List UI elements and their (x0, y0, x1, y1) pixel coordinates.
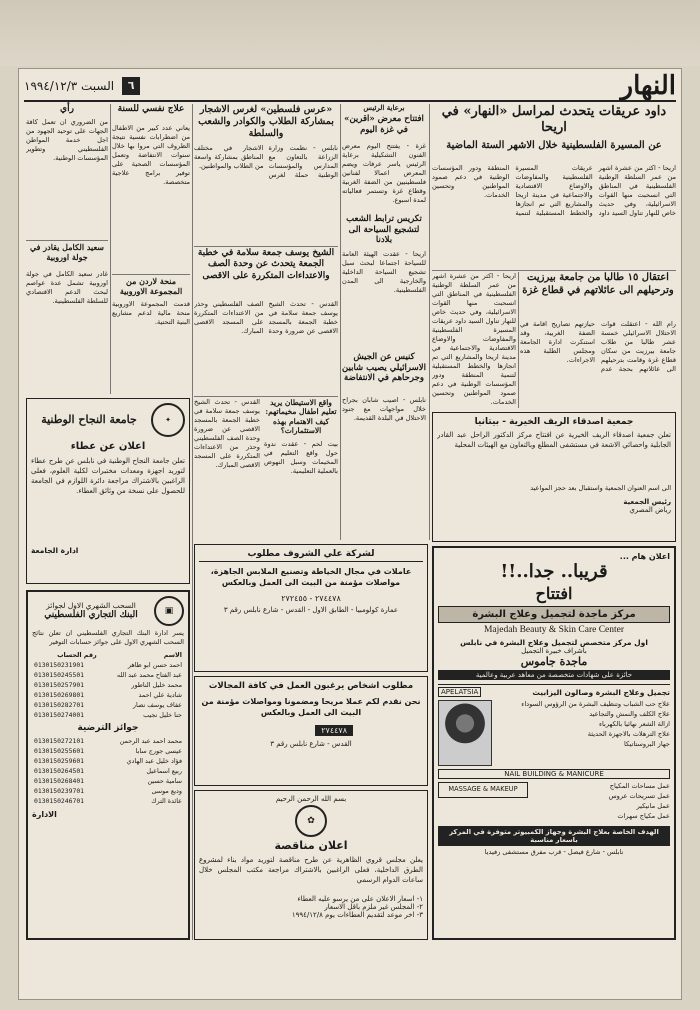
beauty-owner: ماجدة جاموس (520, 654, 588, 668)
draw-header: السحب الشهري الاول لجوائز (46, 600, 136, 610)
winner-account: 0130150274001 (34, 711, 85, 719)
jobs-body: نحن نقدم لكم عملا مريحا ومضمونا ومواصلات مؤمنة من البيت الى العمل وبالعكس (201, 697, 421, 717)
column-rule (340, 104, 341, 540)
page-header (24, 72, 676, 102)
sheikh-continued: القدس - تحدث الشيخ يوسف جمعة سلامة في خطبة الجمعة بالمسجد الاقصى عن ضرورة وحدة الصف الفلسطيني وحذر من الاعتداءات المتكررة على المسجد الاقصى المبارك. (194, 398, 260, 469)
winner-name: سامية حسين (147, 777, 182, 785)
winner-name: ربيع اسماعيل (146, 767, 182, 775)
charity-chair-label: رئيس الجمعية (623, 498, 671, 506)
rabie-headline: افتتاح معرض «اقرين» في غزة اليوم (344, 114, 424, 135)
university-ad (26, 398, 190, 584)
service-item: علاج حب الشباب وتنظيف البشرة من الرؤوس السوداء (521, 700, 670, 709)
winners-table-b (32, 736, 184, 806)
ministry-headline: كنيس عن الجيش الاسرائيلي يصيب شابين وجرحاهم في الانتفاضة (342, 352, 426, 384)
winner-name: عفاف يوسف نصار (132, 701, 182, 709)
tender-title: اعلان مناقصة (274, 839, 348, 852)
grant-headline: منحة لاردن من المجموعة الاوروبية (119, 276, 183, 296)
row-rule (432, 270, 676, 271)
draw-footer: الادارة (32, 810, 57, 819)
trees-headline: «عرس فلسطين» لغرس الاشجار بمشاركة الطلاب والكوادر والشعب والسلطة (198, 104, 334, 139)
winner-account: 0130150246701 (34, 797, 85, 805)
service-item: علاج الكلف والنمش والتجاعيد (589, 710, 670, 719)
winner-account: 0130150255601 (34, 747, 85, 755)
charity-chair-name: رياض المصري (629, 506, 671, 514)
table-row (32, 670, 184, 680)
europe-headline: سعيد الكامل يقادر في جولة اوروبية (29, 242, 105, 262)
charity-title: جمعية اصدقاء الريف الخيرية - بيتانيا (474, 417, 634, 427)
jobs-address: القدس - شارع نابلس رقم ٣ (270, 740, 352, 748)
winner-name: عبد الفتاح محمد عبد الله (116, 671, 182, 679)
winner-account: 0130150272101 (34, 737, 85, 745)
beauty-brand: APELATSIA (438, 687, 481, 697)
winner-name: وديع موسى (151, 787, 182, 795)
table-row (32, 766, 184, 776)
jobs-ad (194, 676, 428, 786)
trees-body: نابلس - نظمت وزارة الزراعة بالتعاون مع المدارس والمؤسسات الوطنية حملة لغرس الاشجار في مختلف المناطق بمشاركة واسعة من الطلاب والمواطنين. (194, 144, 338, 179)
tender-ad (194, 790, 428, 940)
masthead-logo: النهار (620, 71, 676, 101)
psych-body: يعاني عدد كبير من الاطفال من اضطرابات نفسية نتيجة الظروف التي مروا بها خلال سنوات الانتفاضة وتعمل المؤسسات الصحية على توفير برامج علاجية متخصصة. (112, 124, 190, 186)
table-row (32, 756, 184, 766)
table-row (32, 690, 184, 700)
bank-logo: ▣ (154, 596, 184, 626)
tender-body: يعلن مجلس قروي الظاهرية عن طرح مناقصة لتوريد مواد بناء لمشروع الطرق الداخلية، فعلى الراغبين بالاشتراك مراجعة مكتب المجلس خلال ساعات الدوام الرسمي (199, 856, 423, 884)
grant-body: قدمت المجموعة الاوروبية منحة مالية لدعم مشاريع البنية التحتية. (112, 300, 190, 326)
date-box (24, 77, 140, 95)
shuruq-phone: ٢٧٤٤٧٨ - ٢٧٢٤٥٥ (281, 594, 341, 603)
hebron-story-body: رام الله - اعتقلت قوات الاحتلال الاسرائيلي خمسة عشر طالبا من طلاب جامعة بيرزيت من سكان قطاع غزة وقامت بترحيلهم الى عائلاتهم بحجة عدم حيازتهم تصاريح اقامة في الضفة الغربية، وقد استنكرت ادارة الجامعة ومجلس الطلبة هذه الاجراءات. (520, 320, 676, 373)
tourism-headline: تكريس ترابط الشعب لتشجيع السياحة الى بلادنا (346, 214, 422, 246)
scan-margin (0, 0, 700, 66)
service-item: جهاز البروستاتيكا (623, 740, 670, 749)
europe-body: غادر سعيد الكامل في جولة اوروبية تشمل عدة عواصم لبحث الدعم الاقتصادي للسلطة الفلسطينية. (26, 270, 108, 305)
charity-ad (432, 412, 676, 542)
row-rule (112, 274, 190, 275)
university-logo: ✦ (151, 403, 185, 437)
winners-table-a (32, 650, 184, 720)
main-headline: داود عريقات يتحدث لمراسل «النهار» في اريحا (441, 104, 667, 136)
tourism-body: اريحا - عقدت الهيئة العامة للسياحة اجتماعا لبحث سبل تشجيع السياحة الداخلية والخارجية الى المدن الفلسطينية. (342, 250, 426, 294)
winner-name: عيسى جورج سابا (135, 747, 182, 755)
extra-service: عمل مساحات المكياج (609, 782, 670, 791)
bank-name: البنك التجاري الفلسطيني (44, 609, 138, 620)
winner-account: 0130150239701 (34, 787, 85, 795)
table-row (32, 710, 184, 720)
nail-title: NAIL BUILDING & MANICURE (438, 769, 670, 779)
table-row (32, 776, 184, 786)
shuruq-body: عاملات في مجال الخياطة وتصنيع الملابس الجاهزة، مواصلات مؤمنة من البيت الى العمل وبالعكس (210, 567, 412, 587)
camps-body: بيت لحم - عقدت ندوة حول واقع التعليم في المخيمات وسبل النهوض بالعملية التعليمية. (264, 440, 338, 475)
column-rule (110, 104, 111, 394)
row-rule (194, 246, 338, 247)
tender-term-2: ٢- المجلس غير ملزم باقل الاسعار (324, 903, 423, 911)
winner-account: 0130150231901 (34, 661, 85, 669)
table-row (32, 796, 184, 806)
beauty-name-ar: مركز ماجدة لتجميل وعلاج البشرة (438, 606, 670, 623)
beauty-line1: اول مركز متخصص لتجميل وعلاج البشرة في نابلس (460, 637, 648, 647)
winner-account: 0130150259601 (34, 757, 85, 765)
page-number: ٦ (122, 77, 140, 95)
table-row (32, 786, 184, 796)
winner-account: 0130150264501 (34, 767, 85, 775)
column-rule (429, 104, 430, 540)
winner-name: حنا خليل نجيب (143, 711, 182, 719)
table-row (32, 680, 184, 690)
beauty-service-header: تجميل وعلاج البشرة وصالون اليزابيث (532, 687, 670, 697)
opinion-body: من الضروري ان تعمل كافة الجهات على توحيد الجهود من اجل خدمة المواطن الفلسطيني وتطوير المؤسسات الوطنية. (26, 118, 108, 162)
main-story-continued: اريحا - اكثر من عشرة اشهر من عمر السلطة الوطنية الفلسطينية في المناطق التي انسحبت منها القوات الاسرائيلية، وفي حديث خاص للنهار تناول السيد داود عريقات المسيرة الفلسطينية والمفاوضات والاوضاع الاقتصادية والاجتماعية في مدينة اريحا والمشاريع التي تم انجازها والخطط المستقبلية لتنمية المنطقة ودور المؤسسات الوطنية في دعم صمود المواطنين وتحسين الخدمات. (432, 272, 516, 406)
beauty-address: نابلس - شارع فيصل - قرب مفرق مستشفى رفيديا (484, 848, 624, 857)
shuruq-job-ad (194, 544, 428, 672)
winner-account: 0130150257901 (34, 681, 85, 689)
beauty-line2: باشراف خبيرة التجميل (521, 646, 587, 655)
psych-headline: علاج نفسي للسنة (117, 104, 185, 114)
model-photo (438, 700, 492, 766)
tender-term-3: ٣- اخر موعد لتقديم العطاءات يوم ١٩٩٤/١٢/٨ (291, 911, 423, 919)
winner-name: عائدة الترك (151, 797, 182, 805)
tender-kicker: بسم الله الرحمن الرحيم (275, 795, 347, 803)
massage-title: MASSAGE & MAKEUP (438, 782, 528, 798)
table-row (32, 736, 184, 746)
draw-intro: يسر ادارة البنك التجاري الفلسطيني ان تعلن نتائج السحب الشهري الاول على جوائز حسابات التوفير (32, 629, 184, 646)
hebron-headline: اعتقال ١٥ طالبا من جامعة بيرزيت وترحيلهم الى عائلاتهم في قطاع غزة (522, 272, 674, 296)
rabie-body: غزة - يفتتح اليوم معرض الفنون التشكيلية برعاية الرئيس ياسر عرفات ويضم المعرض اعمالا لفنانين فلسطينيين من الضفة الغربية وقطاع غزة وتستمر فعالياته لمدة اسبوع. (342, 142, 426, 204)
tender-term-1: ١- اسعار الاعلان على من يرسو عليه العطاء (297, 895, 423, 903)
bank-draw-ad (26, 590, 190, 940)
col-name-header: الاسم (163, 651, 182, 659)
beauty-soon: قريبا.. جدا..!! (500, 561, 608, 582)
camps-headline: واقع الاستيطان يريد تعليم اطفال مخيماتهم: كيف الاهتمام بهذه الاستثمارات؟ (265, 398, 337, 436)
winner-name: محمد خليل الناطور (131, 681, 182, 689)
university-sign: ادارة الجامعة (31, 546, 79, 555)
rabie-kicker: برعاية الرئيس (363, 103, 405, 112)
shuruq-address: عمارة كولومبيا - الطابق الاول - القدس - شارع نابلس رقم ٣ (223, 606, 399, 614)
column-rule (192, 104, 193, 940)
opinion-headline: رأي (60, 104, 74, 114)
charity-note: الى اسم العنوان الجمعية واستقبال بعد حجز المواعيد (530, 484, 671, 492)
university-name: جامعة النجاح الوطنية (41, 413, 137, 427)
main-story-body: اريحا - اكثر من عشرة اشهر من عمر السلطة الوطنية الفلسطينية في المناطق التي انسحبت منها القوات الاسرائيلية، وفي حديث خاص للنهار تناول السيد داود عريقات المسيرة الفلسطينية والمفاوضات والاوضاع الاقتصادية والاجتماعية في مدينة اريحا والمشاريع التي تم انجازها والخطط المستقبلية لتنمية المنطقة ودور المؤسسات الوطنية في دعم صمود المواطنين وتحسين الخدمات. (432, 164, 676, 217)
extra-service: عمل مكياج سهرات (617, 812, 670, 821)
sheikh-headline: الشيخ يوسف جمعة سلامة في خطبة الجمعة يتحدث عن وحدة الصف والاعتداءات المتكررة على الاقصى (197, 248, 335, 281)
ministry-body: نابلس - اصيب شابان بجراح خلال مواجهات مع جنود الاحتلال في البلدة القديمة. (342, 396, 426, 422)
col-account-header: رقم الحساب (57, 651, 97, 659)
university-ad-body: تعلن جامعة النجاح الوطنية في نابلس عن طرح عطاء لتوريد اجهزة ومعدات مختبرات لكلية العلوم، فعلى الراغبين بالاشتراك مراجعة دائرة اللوازم في الجامعة للحصول على نسخة من وثائق العطاء. (31, 457, 185, 495)
council-logo: ✿ (295, 805, 327, 837)
main-subheadline: عن المسيرة الفلسطينية خلال الاشهر الستة الماضية (446, 140, 662, 151)
row-rule (194, 396, 338, 397)
issue-date: السبت ١٩٩٤/١٢/٣ (24, 79, 115, 93)
extra-service: عمل تسريحات عروس (608, 792, 670, 801)
beauty-opening: افتتاح (535, 583, 573, 603)
beauty-teaser: اعلان هام ... (619, 552, 670, 561)
beauty-name-en: Majedah Beauty & Skin Care Center (483, 624, 625, 635)
winner-account: 0130150269801 (34, 691, 85, 699)
winner-name: شادية علي احمد (138, 691, 182, 699)
beauty-center-ad (432, 546, 676, 940)
charity-body: تعلن جمعية اصدقاء الريف الخيرية عن افتتاح مركز الدكتور الراحل عبد القادر الجابلية واحصائي الاشعة في مستشفى المطلع وبالتعاون مع الهيئات المحلية (437, 431, 671, 449)
sheikh-body: القدس - تحدث الشيخ يوسف جمعة سلامة في خطبة الجمعة بالمسجد الاقصى عن ضرورة وحدة الصف الفلسطيني وحذر من الاعتداءات المتكررة على المسجد الاقصى المبارك. (194, 300, 338, 335)
row-rule (26, 240, 108, 241)
extra-service: عمل مانيكير (636, 802, 670, 811)
service-item: علاج الترهلات بالاجهزة الحديثة (587, 730, 670, 739)
service-item: ازالة الشعر نهائيا بالكهرباء (598, 720, 670, 729)
table-row (32, 700, 184, 710)
jobs-phone: ٢٧٤٤٧٨ (315, 725, 353, 736)
winner-account: 0130150268401 (34, 777, 85, 785)
table-row (32, 660, 184, 670)
consolation-header: جوائز الترضية (77, 723, 139, 733)
table-row (32, 746, 184, 756)
beauty-line3: حائزة على شهادات متخصصة من معاهد عربية وعالمية (438, 670, 670, 680)
jobs-title: مطلوب اشخاص يرغبون العمل في كافة المجالات (208, 681, 414, 691)
column-rule (518, 272, 519, 408)
winner-account: 0130150245501 (34, 671, 85, 679)
winner-name: محمد احمد عبد الرحمن (119, 737, 182, 745)
winner-account: 0130150282701 (34, 701, 85, 709)
beauty-footer: الهدف الخاصة بعلاج البشرة وجهاز الكمبيوتر متوفرة في المركز باسعار مناسبة (438, 826, 670, 846)
winner-name: فؤاد خليل عبد الهادي (126, 757, 182, 765)
shuruq-title: لشركة علي الشروف مطلوب (199, 549, 423, 562)
winner-name: احمد حسن ابو ظاهر (127, 661, 182, 669)
university-ad-title: اعلان عن عطاء (70, 441, 146, 452)
